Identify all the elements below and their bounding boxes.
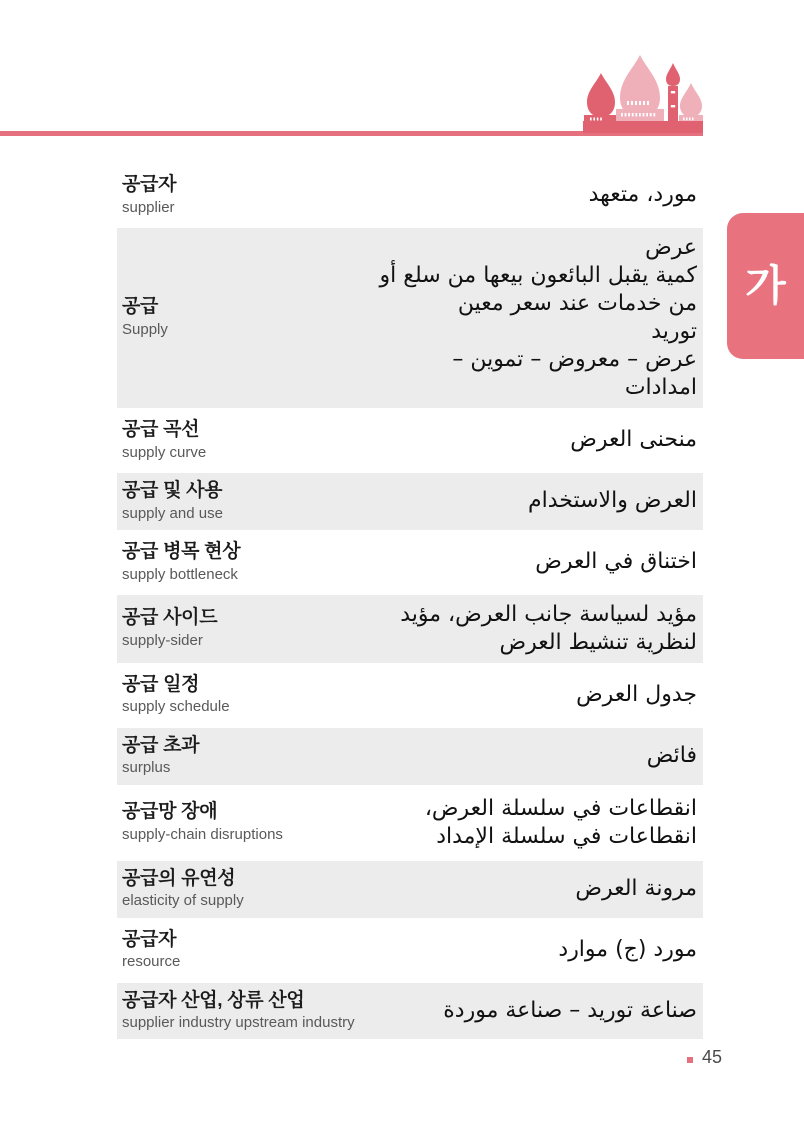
term-block xyxy=(122,800,283,845)
entry-list xyxy=(117,167,703,1043)
term-block xyxy=(122,479,223,524)
korean-term: 공급 초과 xyxy=(122,734,200,756)
arabic-line: منحنى العرض xyxy=(570,427,697,453)
page-footer xyxy=(687,1048,722,1066)
arabic-line: جدول العرض xyxy=(576,682,697,708)
english-term: supply-sider xyxy=(122,631,203,649)
arabic-line: انقطاعات في سلسلة الإمداد xyxy=(436,823,697,849)
arabic-translation xyxy=(529,548,697,576)
term-block xyxy=(122,540,240,585)
english-term: supply curve xyxy=(122,443,207,461)
term-block xyxy=(122,418,206,463)
arabic-line: فائض xyxy=(646,743,697,769)
arabic-translation xyxy=(641,742,697,770)
english-term: supply schedule xyxy=(122,698,230,716)
arabic-line: اختناق في العرض xyxy=(535,549,697,575)
korean-term: 공급망 장애 xyxy=(122,801,218,823)
term-block xyxy=(122,928,180,973)
korean-term: 공급자 xyxy=(122,174,177,195)
english-term: supply and use xyxy=(122,504,223,522)
arabic-line: من خدمات عند سعر معين xyxy=(457,290,697,316)
arabic-line: عرض – معروض – تموين – xyxy=(452,346,697,372)
english-term: elasticity of supply xyxy=(122,892,244,910)
english-term: resource xyxy=(122,953,181,971)
glossary-row xyxy=(117,728,703,785)
glossary-row xyxy=(117,983,703,1040)
term-block xyxy=(122,173,176,218)
arabic-line: انقطاعات في سلسلة العرض، xyxy=(424,795,697,821)
arabic-line: عرض xyxy=(645,234,697,260)
korean-term: 공급 사이드 xyxy=(122,607,218,629)
korean-term: 공급 병목 현상 xyxy=(122,540,241,562)
korean-term: 공급 곡선 xyxy=(122,418,200,440)
arabic-translation xyxy=(419,795,697,851)
arabic-line: صناعة توريد – صناعة موردة xyxy=(443,997,697,1023)
english-term: supply bottleneck xyxy=(122,565,238,583)
korean-term: 공급의 유연성 xyxy=(122,867,236,889)
arabic-line: مرونة العرض xyxy=(575,876,697,902)
arabic-translation xyxy=(374,234,697,402)
term-block xyxy=(122,673,230,718)
arabic-translation xyxy=(570,681,697,709)
arabic-translation xyxy=(564,426,697,454)
korean-term: 공급 및 사용 xyxy=(122,479,223,501)
arabic-translation xyxy=(569,875,697,903)
korean-term: 공급자 산업, 상류 산업 xyxy=(122,989,305,1011)
arabic-line: لنظرية تنشيط العرض xyxy=(499,629,697,655)
arabic-translation xyxy=(583,181,697,209)
korean-term: 공급 xyxy=(122,296,159,318)
page-number: 45 xyxy=(701,1047,722,1067)
term-block xyxy=(122,867,244,912)
mosque-icon xyxy=(583,53,703,133)
arabic-line: مورد (ج) موارد xyxy=(558,937,697,963)
english-term: supplier industry upstream industry xyxy=(122,1014,355,1032)
glossary-row xyxy=(117,595,703,663)
arabic-line: مورد، متعهد xyxy=(588,182,697,208)
english-term: supply-chain disruptions xyxy=(122,825,283,843)
arabic-translation xyxy=(552,936,697,964)
english-term: Supply xyxy=(122,321,168,339)
glossary-row xyxy=(117,473,703,530)
arabic-line: العرض والاستخدام xyxy=(528,488,697,514)
glossary-row xyxy=(117,412,703,469)
arabic-line: امدادات xyxy=(624,374,697,400)
arabic-translation xyxy=(437,997,697,1025)
glossary-row xyxy=(117,789,703,857)
arabic-line: كمية يقبل البائعون بيعها من سلع أو xyxy=(379,262,697,288)
page-number-dot-icon xyxy=(687,1057,693,1063)
glossary-row xyxy=(117,922,703,979)
arabic-translation xyxy=(522,487,697,515)
term-block xyxy=(122,295,168,340)
glossary-row xyxy=(117,228,703,408)
glossary-row xyxy=(117,861,703,918)
english-term: surplus xyxy=(122,759,171,777)
index-tab-label: 가 xyxy=(745,262,786,309)
index-tab-ga xyxy=(727,213,804,359)
glossary-row xyxy=(117,534,703,591)
glossary-row xyxy=(117,667,703,724)
arabic-line: توريد xyxy=(651,318,697,344)
term-block xyxy=(122,989,355,1034)
korean-term: 공급자 xyxy=(122,928,177,950)
arabic-line: مؤيد لسياسة جانب العرض، مؤيد xyxy=(400,601,697,627)
korean-term: 공급 일정 xyxy=(122,673,200,695)
term-block xyxy=(122,734,199,779)
english-term: supplier xyxy=(122,198,175,216)
term-block xyxy=(122,606,217,651)
glossary-row xyxy=(117,167,703,224)
arabic-translation xyxy=(394,601,697,657)
